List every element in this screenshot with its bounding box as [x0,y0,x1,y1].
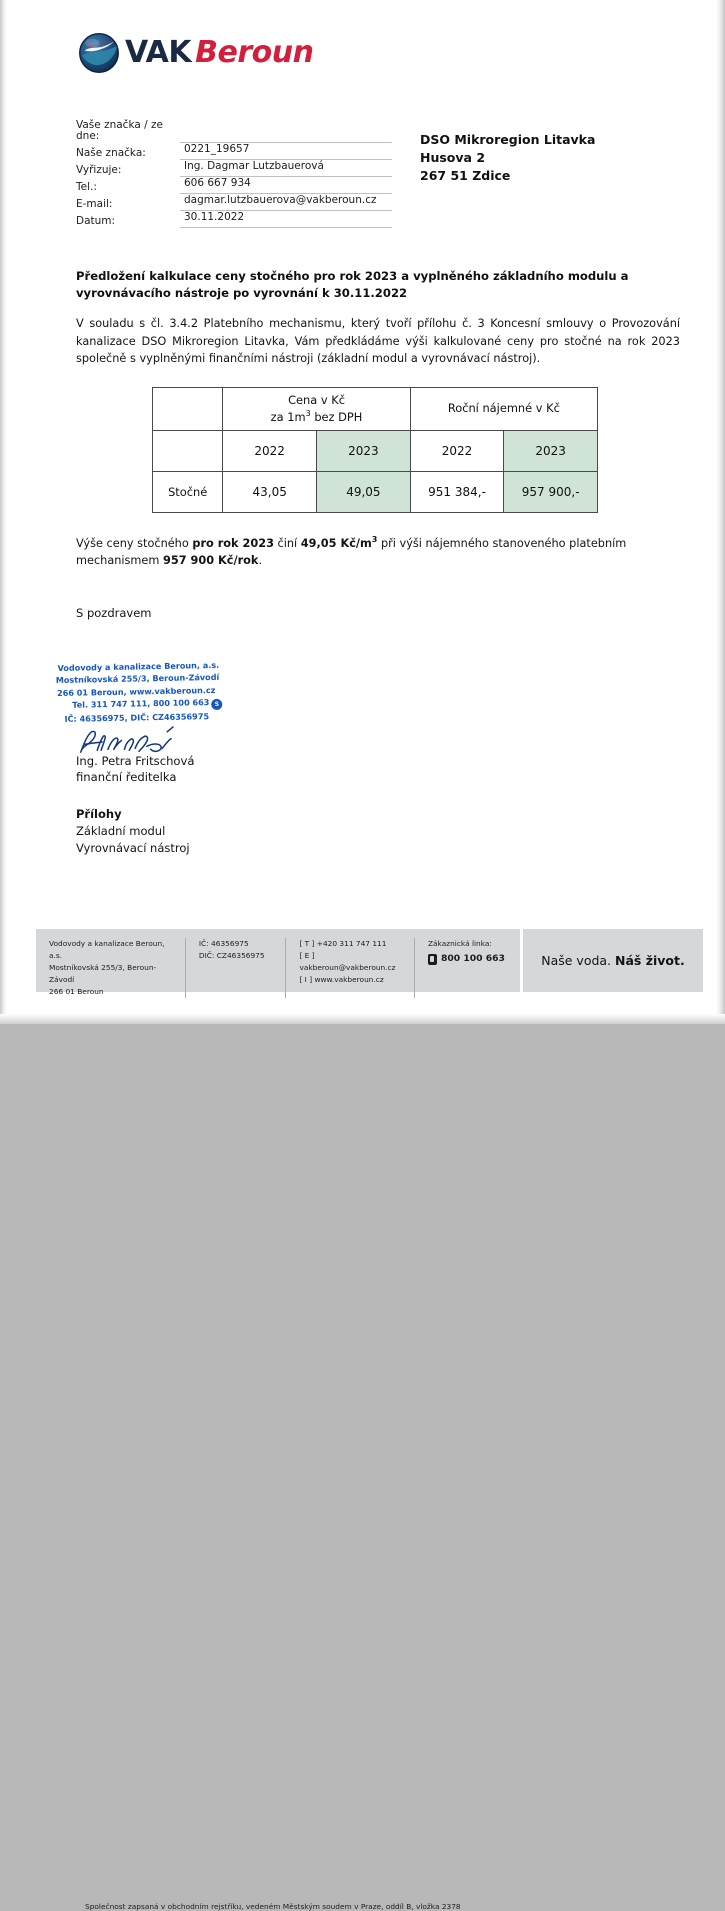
price-table [152,387,598,513]
group-header-price-line2 [223,409,409,425]
footer-company-line-2: Mostníkovská 255/3, Beroun-Závodí [49,962,157,984]
reference-label: Tel.: [76,180,97,193]
table-group-header-rent: Roční nájemné v Kč [410,388,597,431]
stamp-seal-icon: S [211,699,222,710]
company-logo [78,32,314,74]
table-cell-price-2022: 43,05 [223,472,317,513]
logo-text-vak: VAK [125,35,192,70]
summary-text-4: . [258,554,263,568]
stamp-line-4-text: Tel. 311 747 111, 800 100 663 [72,696,210,710]
reference-label: Datum: [76,214,116,227]
slogan-regular: Naše voda. [541,953,612,968]
table-year-header-2: 2022 [410,431,504,472]
reference-row [76,194,392,211]
company-stamp [55,658,266,725]
group-header-price-unit: za 1m [270,409,306,424]
logo-text-beroun: Beroun [195,35,314,70]
summary-bold-year: pro rok 2023 [192,536,274,550]
table-corner-cell-2 [153,431,223,472]
stamp-line-5: IČ: 46356975, DIČ: CZ46356975 [64,710,210,724]
footer-ids-block [185,938,286,998]
signer-title: finanční ředitelka [76,770,177,785]
table-row-group-header [153,388,598,431]
summary-paragraph [76,534,680,570]
table-row-label: Stočné [153,472,223,513]
reference-value-date: 30.11.2022 [180,212,392,228]
reference-value-our-ref: 0221_19657 [180,144,392,160]
scan-edge-left [0,0,7,1024]
table-group-header-price [223,388,410,431]
attachment-item: Základní modul [76,823,166,838]
summary-text-3: při výši nájemného stanoveného platebním mechanismem [76,536,627,568]
reference-row [76,143,392,160]
intro-paragraph: V souladu s čl. 3.4.2 Platebního mechanismu, který tvoří přílohu č. 3 Koncesní smlouvy o Provozování kanalizace DSO Mikroregion Litavka, Vám předkládáme výši kalkulované ceny pro stočné na rok 2023 společně s vyplněnými finančními nástroji (základní modul a vyrovnávací nástroj). [76,317,680,365]
globe-water-icon [78,32,120,74]
signer-name: Ing. Petra Fritschová [76,754,195,768]
recipient-line-3: 267 51 Zdice [420,167,511,183]
reference-value-handler: Ing. Dagmar Lutzbauerová [180,161,392,177]
table-row-year-header [153,431,598,472]
company-slogan [541,953,685,968]
reference-row [76,177,392,194]
summary-bold-price: 49,05 Kč/m [300,536,372,550]
attachment-item: Vyrovnávací nástroj [76,840,190,855]
footer-hotline-number-row [428,952,520,967]
summary-bold-price-exponent: 3 [371,535,378,544]
table-cell-rent-2023: 957 900,- [504,472,598,513]
scan-edge-bottom [0,1014,725,1024]
table-cell-rent-2022: 951 384,- [410,472,504,513]
stamp-line-3: 266 01 Beroun, www.vakberoun.cz [56,684,216,698]
table-row [153,472,598,513]
reference-value [180,127,392,143]
stamp-line-2: Mostníkovská 255/3, Beroun-Závodí [55,672,220,686]
phone-icon [428,954,437,965]
group-header-price-line1: Cena v Kč [288,393,345,408]
group-header-price-vat: bez DPH [310,409,363,424]
signer-block [76,753,195,786]
stamp-line-1: Vodovody a kanalizace Beroun, a.s. [57,659,220,673]
footer-hotline-label: Zákaznická linka: [427,939,492,948]
reference-label: Vaše značka / ze dne: [76,119,163,142]
attachments-block [76,806,190,856]
table-year-header-1: 2023 [317,431,411,472]
footer-hotline-number: 800 100 663 [440,952,505,964]
footer-company-line-3: 266 01 Beroun [49,986,104,996]
footer-panel-contact [36,929,520,1911]
table-corner-cell [153,388,223,431]
footer-columns [36,929,520,998]
closing-salutation: S pozdravem [76,606,152,620]
recipient-address [420,131,595,184]
reference-row [76,160,392,177]
footer-company-block [49,938,185,998]
footer-hotline-block [414,938,520,998]
footer-panel-slogan [523,929,703,992]
footer-dic: DIČ: CZ46356975 [198,950,265,960]
footer-contact-block [285,938,414,998]
reference-row [76,211,392,228]
reference-label: Naše značka: [76,146,146,159]
reference-value-phone: 606 667 934 [180,178,392,194]
table-year-header-0: 2022 [223,431,317,472]
scan-edge-right [716,0,725,1024]
group-header-price-exponent: 3 [305,408,311,418]
summary-text-1: Výše ceny stočného [76,536,193,550]
reference-row [76,119,392,143]
reference-label: E-mail: [76,197,113,210]
footer-ico: IČ: 46356975 [198,939,249,948]
logo-wordmark [125,35,314,70]
footer-website: [ I ] www.vakberoun.cz [299,974,384,984]
footer-email: [ E ] vakberoun@vakberoun.cz [299,950,396,972]
summary-bold-rent: 957 900 Kč/rok [162,554,259,568]
reference-fields [76,119,392,228]
recipient-line-2: Husova 2 [420,149,486,165]
attachments-title: Přílohy [76,807,122,821]
footer-legal-note: Společnost zapsaná v obchodním rejstříku, vedeném Městským soudem v Praze, oddíl B, vložka 2378 [85,1902,461,1911]
footer-company-line-1: Vodovody a kanalizace Beroun, a.s. [49,939,165,960]
footer-telephone: [ T ] +420 311 747 111 [299,939,387,948]
table-year-header-3: 2023 [504,431,598,472]
document-subject: Předložení kalkulace ceny stočného pro rok 2023 a vyplněného základního modulu a vyrovnávacího nástroje po vyrovnání k 30.11.2022 [76,269,629,301]
reference-label: Vyřizuje: [76,163,122,176]
table-cell-price-2023: 49,05 [317,472,411,513]
reference-value-email: dagmar.lutzbauerova@vakberoun.cz [180,195,392,211]
summary-text-2: činí [273,536,301,550]
recipient-line-1: DSO Mikroregion Litavka [420,132,596,147]
slogan-bold: Náš život. [615,953,685,968]
